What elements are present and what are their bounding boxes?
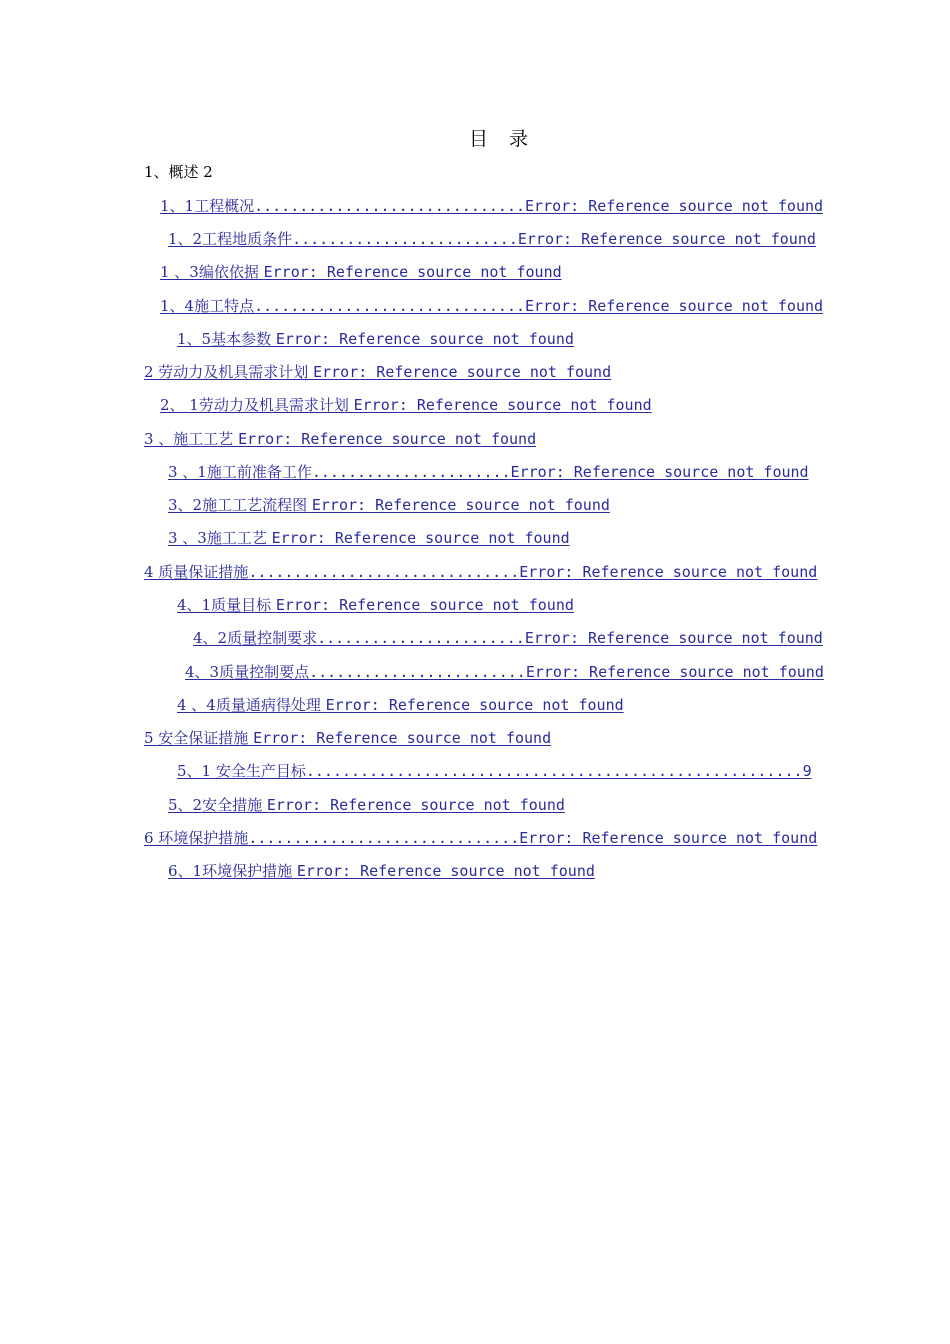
toc-entry[interactable]: 3、2施工工艺流程图 Error: Reference source not found	[168, 496, 610, 514]
toc-entry[interactable]: 2、 1劳动力及机具需求计划 Error: Reference source not found	[160, 396, 652, 414]
toc-entry[interactable]: 1、1工程概况..............................Error: Reference source not found	[160, 197, 824, 215]
toc-entry[interactable]: 6、1环境保护措施 Error: Reference source not found	[168, 862, 595, 880]
toc-entry[interactable]: 5 安全保证措施 Error: Reference source not found	[144, 729, 552, 747]
toc-entry[interactable]: 4、3质量控制要点........................Error: Reference source not found	[185, 663, 824, 681]
toc-entry[interactable]: 3 、施工工艺 Error: Reference source not found	[144, 430, 537, 448]
toc-entry[interactable]: 5、2安全措施 Error: Reference source not found	[168, 796, 565, 814]
toc-entry[interactable]: 3 、3施工工艺 Error: Reference source not found	[168, 529, 570, 547]
toc-entry[interactable]: 1、4施工特点..............................Error: Reference source not found	[160, 297, 824, 315]
toc-entry[interactable]: 2 劳动力及机具需求计划 Error: Reference source not found	[144, 363, 612, 381]
toc-entry[interactable]: 1 、3编依依据 Error: Reference source not found	[160, 263, 562, 281]
toc-entry: 1、概述 2	[144, 163, 213, 181]
toc-entry[interactable]: 4 、4质量通病得处理 Error: Reference source not found	[177, 696, 624, 714]
toc-entry[interactable]: 1、2工程地质条件.........................Error: Reference source not found	[168, 230, 816, 248]
toc-entry[interactable]: 4、2质量控制要求.......................Error: Reference source not found	[193, 629, 823, 647]
toc-entry[interactable]: 5、1 安全生产目标.......................................................9	[177, 762, 812, 780]
toc-entry[interactable]: 4、1质量目标 Error: Reference source not found	[177, 596, 574, 614]
page-title: 目 录	[468, 128, 529, 150]
toc-entry[interactable]: 4 质量保证措施..............................Error: Reference source not found	[144, 563, 818, 581]
toc-entry[interactable]: 6 环境保护措施..............................Error: Reference source not found	[144, 829, 818, 847]
toc-entry[interactable]: 3 、1施工前准备工作......................Error: Reference source not found	[168, 463, 809, 481]
toc-entry[interactable]: 1、5基本参数 Error: Reference source not found	[177, 330, 574, 348]
